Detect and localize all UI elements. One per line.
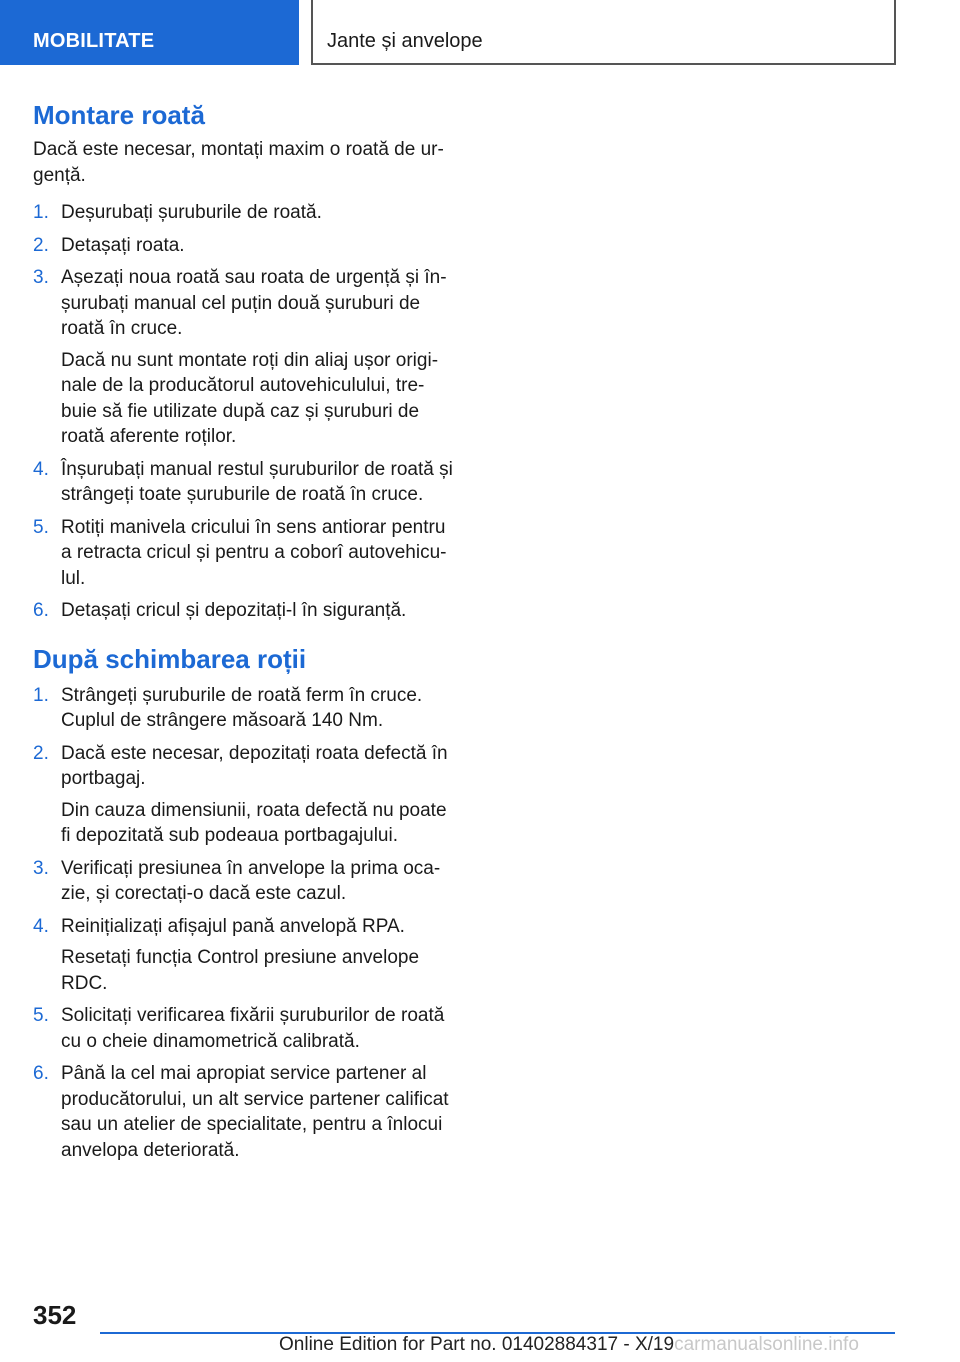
step-text: Reinițializați afișajul pană anvelopă RPA. xyxy=(61,915,405,937)
step-text: Deșurubați șuruburile de roată. xyxy=(61,202,322,224)
step-number: 5. xyxy=(33,516,49,538)
list-item xyxy=(33,457,453,508)
section-title-after-change: După schimbarea roții xyxy=(33,643,307,674)
list-item xyxy=(33,265,453,450)
step-text: Până la cel mai apropiat service partener al producătorului, un alt service partener calificat sau un atelier de specialitate, pentru a înlocui anvelopa deteriorată. xyxy=(61,1063,449,1161)
section-intro: Dacă este necesar, montați maxim o roată de ur-gență. xyxy=(33,139,444,186)
list-item xyxy=(33,515,453,592)
step-number: 6. xyxy=(33,1063,49,1085)
step-text: Detașați cricul și depozitați-l în siguranță. xyxy=(61,600,407,622)
step-note: Din cauza dimensiunii, roata defectă nu poate fi depozitată sub podeaua portbagajului. xyxy=(61,799,447,847)
step-text: Înșurubați manual restul șuruburilor de roată și strângeți toate șuruburile de roată în cruce. xyxy=(61,458,453,506)
list-item xyxy=(33,200,453,226)
step-number: 2. xyxy=(33,742,49,764)
step-text: Dacă este necesar, depozitați roata defectă în portbagaj. xyxy=(61,742,448,790)
list-item xyxy=(33,1061,453,1163)
footer-edition-line xyxy=(279,1334,859,1356)
step-number: 3. xyxy=(33,267,49,289)
step-number: 2. xyxy=(33,234,49,256)
section-title-mounting: Montare roată xyxy=(33,100,205,130)
header-chapter-label: Jante și anvelope xyxy=(327,30,483,52)
list-item xyxy=(33,233,453,259)
step-note: Resetați funcția Control presiune anvelope RDC. xyxy=(61,947,420,994)
step-text: Solicitați verificarea fixării șuruburilor de roată cu o cheie dinamometrică calibrată. xyxy=(61,1005,445,1052)
step-number: 1. xyxy=(33,202,49,224)
step-note: Dacă nu sunt montate roți din aliaj ușor origi-nale de la producătorul autovehiculului, tre-buie să fie utilizate după caz și șuruburi de roată aferente roților. xyxy=(61,349,439,448)
step-number: 5. xyxy=(33,1005,49,1027)
mounting-steps-list xyxy=(33,200,453,624)
header-section-label: MOBILITATE xyxy=(33,30,155,52)
list-item xyxy=(33,741,453,849)
after-change-steps-list xyxy=(33,683,453,1164)
list-item xyxy=(33,856,453,907)
page-number: 352 xyxy=(33,1300,77,1330)
footer-edition: Online Edition for Part no. 01402884317 - X/19 xyxy=(279,1334,675,1355)
main-content xyxy=(33,100,453,1170)
step-text: Verificați presiunea în anvelope la prima oca-zie, și corectați-o dacă este cazul. xyxy=(61,857,441,905)
list-item xyxy=(33,683,453,734)
step-number: 4. xyxy=(33,915,49,937)
step-text: Strângeți șuruburile de roată ferm în cruce. Cuplul de strângere măsoară 140 Nm. xyxy=(61,684,423,732)
step-number: 6. xyxy=(33,600,49,622)
list-item xyxy=(33,1003,453,1054)
list-item xyxy=(33,914,453,997)
header-section-tab xyxy=(0,0,299,65)
step-number: 3. xyxy=(33,857,49,879)
step-text: Așezați noua roată sau roata de urgență și în-șurubați manual cel puțin două șuruburi de roată în cruce. xyxy=(61,267,447,340)
step-number: 1. xyxy=(33,684,49,706)
footer-watermark: carmanualsonline.info xyxy=(674,1334,859,1355)
step-text: Detașați roata. xyxy=(61,234,185,256)
header-chapter-tab xyxy=(311,0,896,65)
step-number: 4. xyxy=(33,458,49,480)
step-text: Rotiți manivela cricului în sens antiorar pentru a retracta cricul și pentru a coborî autovehicu-lul. xyxy=(61,516,447,589)
list-item xyxy=(33,598,453,624)
